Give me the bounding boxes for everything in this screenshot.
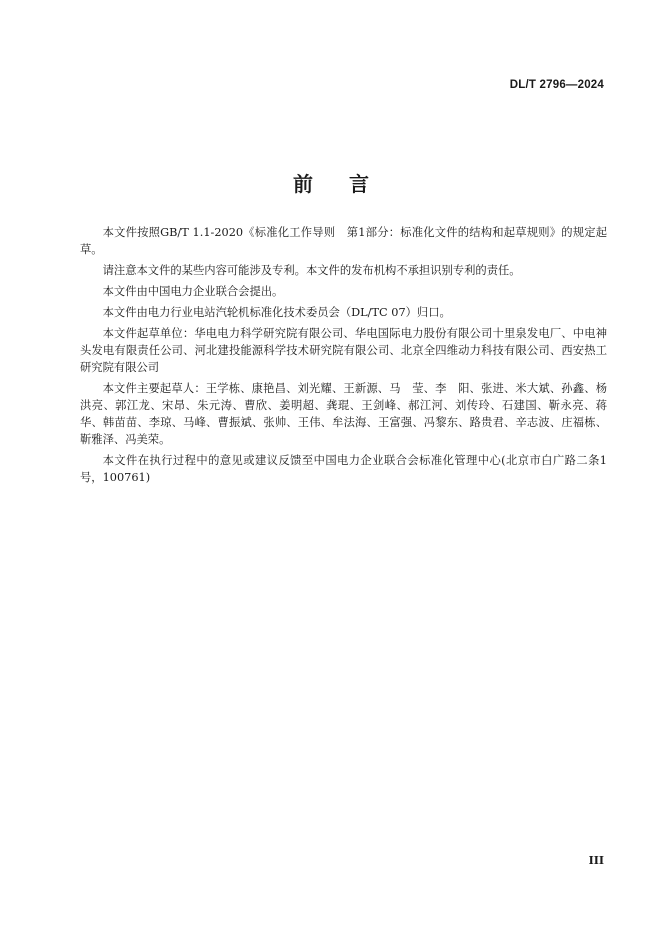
page-title: 前言 — [293, 172, 405, 196]
document-code: DL/T 2796—2024 — [509, 79, 604, 91]
paragraph-standard-basis: 本文件按照GB/T 1.1-2020《标准化工作导则 第1部分：标准化文件的结构和起草规则》的规定起草。 — [80, 226, 607, 256]
page-number: III — [588, 854, 604, 867]
paragraph-feedback: 本文件在执行过程中的意见或建议反馈至中国电力企业联合会标准化管理中心(北京市白广路二条1号，100761) — [80, 454, 607, 484]
paragraph-committee: 本文件由电力行业电站汽轮机标准化技术委员会（DL/TC 07）归口。 — [102, 306, 451, 319]
paragraph-patent-notice: 请注意本文件的某些内容可能涉及专利。本文件的发布机构不承担识别专利的责任。 — [102, 264, 521, 277]
foreword-body — [80, 224, 607, 490]
paragraph-proposer: 本文件由中国电力企业联合会提出。 — [102, 285, 284, 298]
paragraph-drafting-units: 本文件起草单位：华电电力科学研究院有限公司、华电国际电力股份有限公司十里泉发电厂、中电神头发电有限责任公司、河北建投能源科学技术研究院有限公司、北京全四维动力科技有限公司、西安热工研究院有限公司 — [80, 327, 607, 374]
paragraph-drafters: 本文件主要起草人：王学栋、康艳昌、刘光耀、王新源、马 莹、李 阳、张进、米大斌、孙鑫、杨洪亮、郭江龙、宋昂、朱元涛、曹欣、姜明超、龚琨、王剑峰、郝江河、刘传玲、石建国、靳永亮、蒋华、韩苗苗、李琼、马峰、曹振斌、张帅、王伟、牟法海、王富强、冯黎东、路贵君、辛志波、庄福栋、靳雅泽、冯美荣。 — [80, 382, 607, 446]
